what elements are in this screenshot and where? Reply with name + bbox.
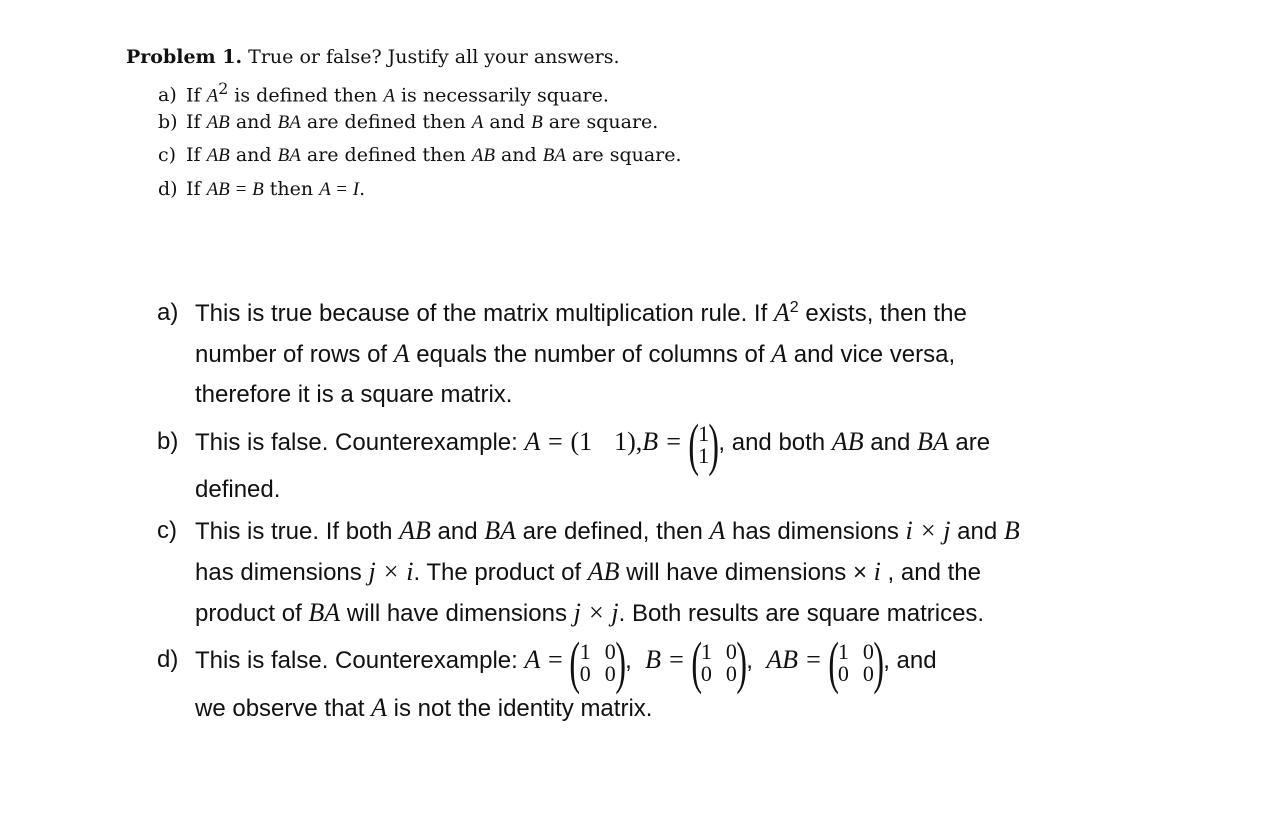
- matrix-cell: 0: [700, 661, 712, 687]
- answer-label: c): [157, 517, 177, 544]
- math: B =: [642, 427, 689, 456]
- problem-title: Problem 1.: [126, 46, 243, 68]
- math: BA: [308, 598, 341, 627]
- math: A: [383, 85, 395, 107]
- separator: ,: [625, 647, 632, 674]
- answer-text: and: [950, 518, 1004, 545]
- answer-text: . The product of: [413, 559, 588, 586]
- answer-text: has dimensions: [725, 518, 906, 545]
- math: B =: [645, 645, 692, 674]
- problem-part-b: [158, 106, 682, 140]
- matrix-cell: 0: [725, 661, 737, 687]
- part-label: a): [158, 84, 177, 107]
- part-text: If: [186, 84, 207, 107]
- answer-c: [157, 510, 1020, 633]
- answer-text: This is false. Counterexample:: [195, 647, 525, 674]
- math: A: [771, 339, 788, 368]
- problem-statement: [126, 42, 682, 206]
- matrix-cell: 0: [604, 661, 616, 687]
- math: A: [709, 516, 726, 545]
- math: AB: [399, 516, 431, 545]
- answer-text: we observe that: [195, 695, 372, 722]
- matrix-cell: 0: [837, 661, 849, 687]
- answer-label: b): [157, 428, 179, 455]
- answer-text: are: [948, 429, 991, 456]
- answer-text: exists, then the: [798, 300, 967, 327]
- math: i × j: [905, 516, 951, 545]
- separator: ,: [746, 647, 753, 674]
- math: BA: [484, 516, 517, 545]
- math: AB: [471, 145, 495, 166]
- part-text: then: [263, 177, 320, 200]
- answer-text: has dimensions: [195, 559, 369, 586]
- answer-text: . Both results are square matrices.: [618, 600, 985, 627]
- matrix-cell: 1: [579, 639, 591, 665]
- part-text: and: [229, 110, 278, 133]
- problem-part-a: [158, 72, 682, 106]
- math: AB: [206, 145, 230, 166]
- math: AB: [206, 111, 230, 133]
- matrix-cell: 0: [604, 639, 616, 665]
- math: BA: [277, 111, 301, 133]
- math: AB =: [766, 645, 829, 674]
- answer-text: are defined, then: [516, 518, 710, 545]
- matrix-a: ( 1 0 0 0 ): [569, 630, 626, 696]
- matrix-cell: 1: [700, 639, 712, 665]
- math: BA: [916, 427, 949, 456]
- math-exponent: 2: [789, 299, 799, 316]
- math: A = I: [319, 178, 360, 200]
- math: A: [471, 111, 484, 133]
- answer-text: , and both: [718, 429, 832, 456]
- math-exponent: 2: [218, 79, 229, 98]
- answer-text: defined.: [195, 476, 281, 503]
- math: j × j: [573, 598, 619, 627]
- answer-label: a): [157, 299, 179, 326]
- math: AB: [587, 557, 620, 586]
- answer-text: and: [430, 518, 485, 545]
- matrix-ab: ( 1 0 0 0 ): [827, 630, 884, 696]
- part-text: If: [186, 177, 207, 200]
- part-text: is necessarily square.: [394, 84, 609, 107]
- part-label: d): [158, 177, 178, 200]
- problem-prompt: True or false? Justify all your answers.: [248, 46, 620, 68]
- answer-text: This is false. Counterexample:: [195, 429, 525, 456]
- math: B: [1003, 516, 1020, 545]
- answer-text: number of rows of: [195, 341, 394, 368]
- part-text: If: [186, 110, 207, 133]
- math: A: [773, 298, 790, 327]
- answer-text: is not the identity matrix.: [387, 695, 653, 722]
- matrix-cell: 1: [837, 639, 849, 665]
- answer-d: [157, 630, 1020, 728]
- column-vector-b: ( 1 1 ): [688, 412, 720, 478]
- problem-part-c: [158, 139, 682, 173]
- answer-text: will have dimensions ×: [619, 559, 874, 586]
- part-text: If: [186, 144, 207, 166]
- math: A: [371, 693, 387, 722]
- matrix-cell: 1: [698, 443, 710, 469]
- part-text: and: [483, 110, 532, 133]
- math: A: [206, 85, 219, 107]
- answer-text: This is true. If both: [195, 518, 400, 545]
- answer-text: , and: [883, 647, 937, 674]
- answer-b: [157, 412, 1020, 510]
- answer-text: This is true because of the matrix multiplication rule. If: [195, 300, 774, 327]
- matrix-b: ( 1 0 0 0 ): [690, 630, 747, 696]
- math: j × i: [368, 557, 414, 586]
- matrix-cell: 0: [862, 639, 874, 665]
- problem-heading: [126, 42, 650, 72]
- part-text: are square.: [565, 144, 682, 166]
- math: AB = B: [206, 178, 264, 200]
- part-text: are square.: [542, 110, 659, 133]
- matrix-cell: 0: [579, 661, 591, 687]
- math: A =: [524, 645, 571, 674]
- answer-label: d): [157, 646, 179, 673]
- answer-a: [157, 292, 1020, 415]
- answers: [157, 292, 1020, 728]
- part-text: and: [229, 144, 278, 166]
- math: BA: [277, 145, 301, 166]
- part-text: are defined then: [300, 144, 472, 166]
- row-vector-close: 1),: [614, 427, 643, 456]
- math: B: [531, 111, 543, 133]
- row-vector-open: (1: [570, 427, 593, 456]
- part-text: is defined then: [228, 84, 384, 107]
- math: i: [873, 557, 881, 586]
- part-text: and: [494, 144, 543, 166]
- answer-text: and: [863, 429, 917, 456]
- part-label: b): [158, 110, 178, 133]
- math: AB: [831, 427, 864, 456]
- answer-text: therefore it is a square matrix.: [195, 381, 513, 408]
- part-text: are defined then: [300, 110, 472, 133]
- matrix-cell: 0: [725, 639, 737, 665]
- answer-text: product of: [195, 600, 309, 627]
- answer-text: , and the: [880, 559, 981, 586]
- part-label: c): [158, 144, 177, 166]
- answer-text: and vice versa,: [787, 341, 956, 368]
- math: A: [393, 339, 410, 368]
- matrix-cell: 1: [698, 421, 710, 447]
- answer-text: will have dimensions: [340, 600, 574, 627]
- row-vector: [570, 427, 642, 456]
- math: BA: [542, 145, 566, 166]
- answer-text: equals the number of columns of: [409, 341, 772, 368]
- problem-part-d: [158, 173, 682, 207]
- part-text: .: [359, 177, 366, 200]
- matrix-cell: 0: [862, 661, 874, 687]
- math: A =: [524, 427, 571, 456]
